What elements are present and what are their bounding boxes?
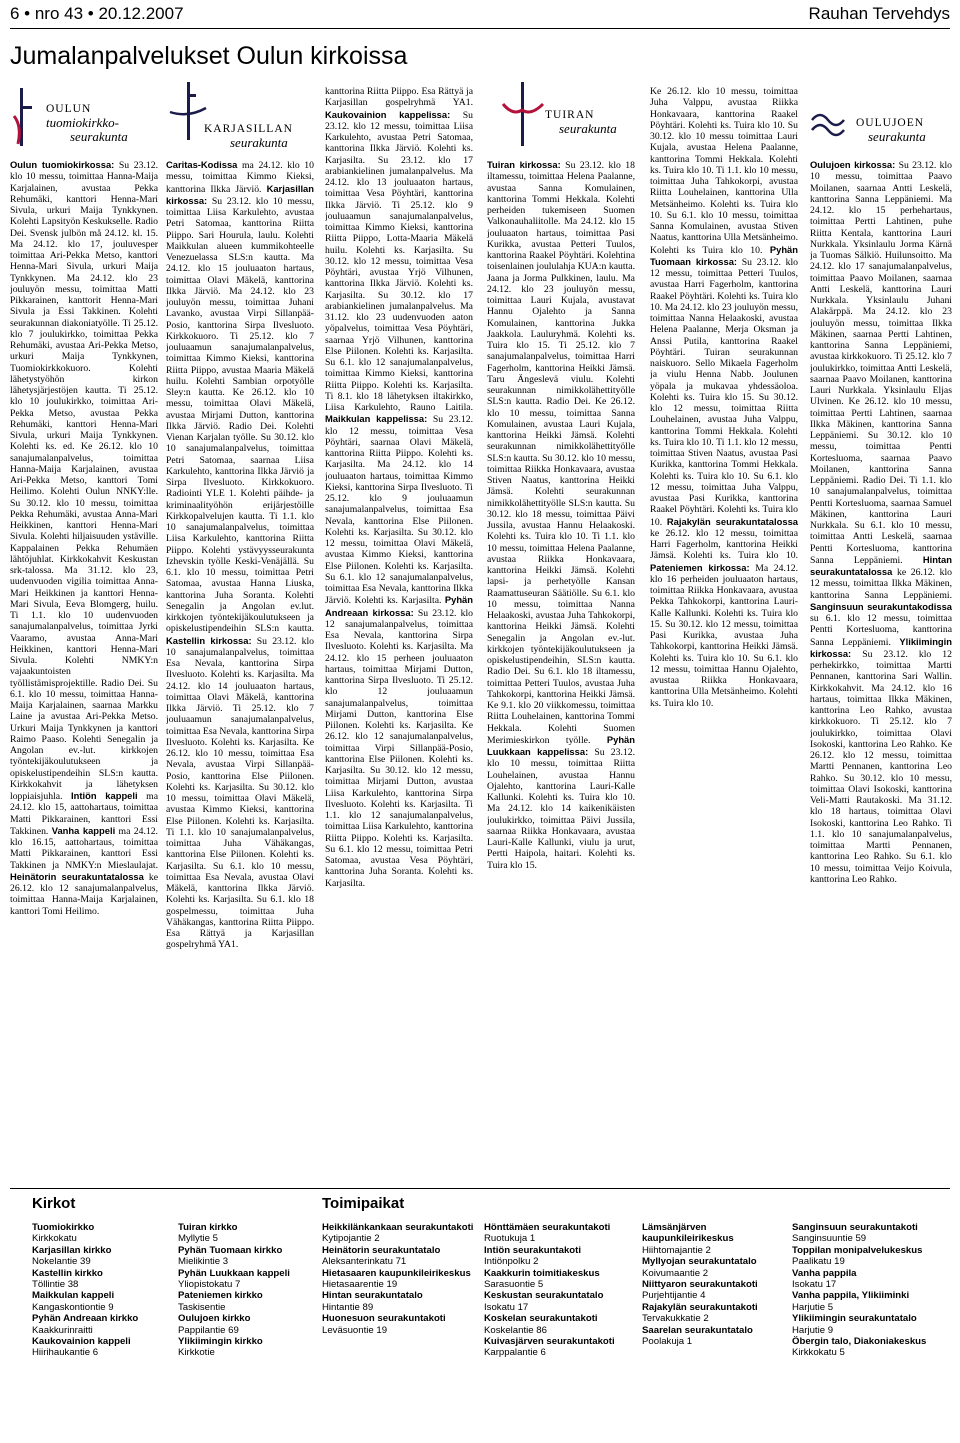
place-address: Kirkkokatu: [32, 1233, 77, 1245]
bird-cross-icon: [501, 82, 545, 148]
place-name: Saarelan seurakuntatalo: [642, 1324, 753, 1336]
place-address: Sanginsuuntie 59: [792, 1233, 867, 1245]
place-name: Pyhän Tuomaan kirkko: [178, 1244, 283, 1256]
place-address: Harjutie 9: [792, 1324, 834, 1336]
place-address: Nokelantie 39: [32, 1256, 91, 1268]
place-name: Huonesuon seurakuntakoti: [322, 1313, 446, 1325]
address-entry: [484, 1290, 634, 1313]
address-entry: [178, 1222, 328, 1245]
address-entry: [792, 1268, 952, 1291]
column-oulujoen-text: Oulujoen kirkossa: Su 23.12. klo 10 messu, toimittaa Paavo Moilanen, saarnaa Antti Leskelä, kanttorina Sanna Leppäniemi. Ma 24.12. klo 15 perhehartaus, toimittaa Pertti Lahtinen, puhe Riitta Kentala, kanttorina Lauri Nurkkala. Yksinlaulu Jorma Kärnä ja Tuomas Sälkiö. Huilunsoitto. Ma 24.12. klo 17 sanajumalanpalvelus, toimittaa Paavo Moilanen, saarnaa Antti Leskelä, kanttorina Lauri Nurkkala. Yksinlaulu Juhani Alakärppä. Ma 24.12. klo 23 jouluyön messu, toimittaa Ilkka Mäkinen, saarnaa Pertti Lahtinen, kanttorina Sanna Leppäniemi, avustaa kirkkokuoro. Ti 25.12. klo 7 joulukirkko, toimittaa Antti Leskelä, saarnaa Paavo Moilanen, kanttorina Lauri Nurkkala. Yksinlaulu Eljas Ulvinen. Ke 26.12. klo 10 messu, toimittaa Pertti Lahtinen, saarnaa Ilkka Mäkinen, kanttorina Sanna Leppäniemi. Su 30.12. klo 10 messu, toimittaa Pentti Kortesluoma, saarnaa Paavo Moilanen, kanttorina Sanna Leppäniemi. Radio Dei. Ti 1.1. klo 10 sanajumalanpalvelus, toimittaa Pentti Kortesluoma, saarnaa Samuel Mäkinen, kanttorina Lauri Nurkkala. Su 6.1. klo 10 messu, toimittaa Antti Leskelä, saarnaa Pentti Kortesluoma, kanttorina Sanna Leppäniemi. Hintan seurakuntatalossa ke 26.12. klo 12 messu, toimittaa Ilkka Mäkinen, kanttorina Sanna Leppäniemi. Sanginsuun seurakuntakodissa su 6.1. klo 12 messu, toimittaa Pentti Kortesluoma, kanttorina Sanna Leppäniemi. Ylikiimingin kirkossa: Su 23.12. klo 12 perhekirkko, toimittaa Martti Pennanen, kanttorina Sari Wallin. Kirkkokahvit. Ma 24.12. klo 16 hartaus, toimittaa Ilkka Mäkinen, kanttorina Leo Rahko, avustaa kirkkokuoro. Ti 25.12. klo 7 joulukirkko, toimittaa Olavi Isokoski, kanttorina Leo Rahko. Ke 26.12. klo 12 messu, toimittaa Martti Pennanen, kanttorina Leo Rahko. Su 30.12. klo 10 messu, toimittaa Olavi Isokoski, kanttorina Veli-Matti Rautakoski. Ma 31.12. klo 18 hartaus, toimittaa Olavi Isokoski, kanttorina Leo Rahko. Ti 1.1. klo 10 sanajumalanpalvelus, toimittaa Martti Pennanen, kanttorina Leo Rahko. Su 6.1. klo 10 messu, toimittaa Veijo Koivula, kanttorina Leo Rahko.: [810, 159, 952, 885]
place-name: Öbergin talo, Diakoniakeskus: [792, 1336, 927, 1348]
place-address: Kirkkotie: [178, 1347, 215, 1359]
place-name: Tuomiokirkko: [32, 1222, 95, 1233]
column-karjasilta-cont-text: kanttorina Riitta Piippo. Esa Rättyä ja Karjasillan gospelryhmä YA1. Kaukovainion kappelissa: Su 23.12. klo 12 messu, toimittaa Liisa Karkulehto, avustaa Petri Satomaa, kanttorina Ilkka Järviö. Kolehti ks. Karjasilta. Su 23.12. klo 17 arabiankielinen jumalanpalvelus. Ma 24.12. klo 13 jouluaaton hartaus, toimittaa Vesa Pöyhtäri, kanttorina Ilkka Järviö. Ti 25.12. klo 9 jouluaamun sanajumalanpalvelus, toimittaa Kimmo Kieksi, kanttorina Riitta Piippo, Lotta-Maaria Mäkelä huilu. Kolehti ks. Karjasilta. Su 30.12. klo 12 messu, toimittaa Vesa Pöyhtäri, avustaa Yrjö Vilhunen, kanttorina Ilkka Järviö. Kolehti ks. Karjasilta. Su 30.12. klo 17 arabiankielinen jumalanpalvelus. Ma 31.12. klo 23 uudenvuoden aaton yöpalvelus, toimittaa Vesa Pöyhtäri, saarnaa Yrjö Vilhunen, kanttorina Else Piilonen. Kolehti ks. Karjasilta. Su 6.1. klo 12 sanajumalanpalvelus, toimittaa Kimmo Kieksi, kanttorina Riitta Piippo. Kolehti ks. Karjasilta. Ti 8.1. klo 18 lähetyksen iltakirkko, Liisa Karkulehto, Rauno Laitila. Maikkulan kappelissa: Su 23.12. klo 12 messu, toimittaa Vesa Pöyhtäri, saarnaa Olavi Mäkelä, kanttorina Riitta Piippo. Kolehti ks. Karjasilta. Ma 24.12. klo 14 jouluaaton hartaus, toimittaa Kimmo Kieksi, kanttorina Sirpa Ilvesluoto. Ti 25.12. klo 9 jouluaamun sanajumalanpalvelus, toimittaa Esa Nevala, kanttorina Else Piilonen. Kolehti ks. Karjasilta. Su 30.12. klo 12 messu, toimittaa Olavi Mäkelä, avustaa Kimmo Kieksi, kanttorina Else Piilonen. Kolehti ks. Karjasilta. Su 6.1. klo 12 sanajumalanpalvelus, toimittaa Esa Nevala, kanttorina Ilkka Järviö. Kolehti ks. Karjasilta. Pyhän Andreaan kirkossa: Su 23.12. klo 12 sanajumalanpalvelus, toimittaa Esa Nevala, kanttorina Sirpa Ilvesluoto. Kolehti ks. Karjasilta. Ma 24.12. klo 15 perheen jouluaaton hartaus, toimittaa Mirjami Dutton, kanttorina Sirpa Ilvesluoto. Ti 25.12. klo 12 jouluaamun sanajumalanpalvelus, toimittaa Mirjami Dutton, kanttorina Else Piilonen. Kolehti ks. Karjasilta. Ke 26.12. klo 12 sanajumalanpalvelus, toimittaa Virpi Sillanpää-Posio, kanttorina Else Piilonen. Kolehti ks. Karjasilta. Su 30.12. klo 12 messu, toimittaa Mirjami Dutton, avustaa Liisa Karkulehto, kanttorina Sirpa Ilvesluoto. Kolehti ks. Karjasilta. Ti 1.1. klo 12 sanajumalanpalvelus, toimittaa Liisa Karkulehto, kanttorina Riitta Piippo. Kolehti ks. Karjasilta. Su 6.1. klo 12 messu, toimittaa Petri Satomaa, avustaa Vesa Pöyhtäri, kanttorina Juha Soranta. Kolehti ks. Karjasilta.: [325, 86, 473, 889]
place-name: Pateniemen kirkko: [178, 1290, 263, 1302]
place-name: Keskustan seurakuntatalo: [484, 1290, 604, 1302]
place-address: Paalikatu 19: [792, 1256, 845, 1268]
place-address: Isokatu 17: [484, 1301, 529, 1313]
place-address: Koivumaantie 2: [642, 1267, 709, 1279]
address-entry: [322, 1268, 482, 1291]
column-karjasillan: [166, 64, 314, 1184]
place-address: Hiirihaukantie 6: [32, 1347, 99, 1359]
place-name: Hönttämäen seurakuntakoti: [484, 1222, 611, 1233]
bottom-rule: [10, 1188, 950, 1189]
cross-icon: [12, 86, 38, 148]
oulujoen-logo-text: OULUJOEN seurakunta: [856, 117, 926, 144]
address-entry: [484, 1313, 634, 1336]
place-name: Myllyojan seurakuntatalo: [642, 1256, 757, 1268]
address-entry: [32, 1245, 182, 1268]
address-entry: [322, 1222, 482, 1245]
address-column-1: [32, 1222, 182, 1359]
place-address: Aleksanterinkatu 71: [322, 1256, 407, 1268]
place-name: Niittyaron seurakuntakoti: [642, 1279, 758, 1291]
address-entry: [642, 1222, 792, 1256]
column-tuiran-cont-text: Ke 26.12. klo 10 messu, toimittaa Juha Valppu, avustaa Riikka Honkavaara, kanttorina Raakel Pöyhtäri. Kolehti ks. Tuira klo 10. Su 30.12. klo 10 messu toimittaa Lauri Kujala, avustaa Helena Paalanne, kanttorina Tommi Hekkala. Kolehti ks. Tuira klo 10. Ti 1.1. klo 10 messu, toimittaa Juha Tahkokorpi, avustaa Riitta Louhelainen, kanttorina Ulla Metsänheimo. Kolehti ks. Tuira klo 10. Su 6.1. klo 10 messu, toimittaa Sanna Komulainen, avustaa Stiven Naatus, kanttorina Ulla Metsänheimo. Kolehti ks Tuira klo 10. Pyhän Tuomaan kirkossa: Su 23.12. klo 12 messu, toimittaa Petteri Tuulos, avustaa Harri Fagerholm, kanttorina Raakel Pöyhtäri. Kolehti ks. Tuira klo 10. Ma 24.12. klo 23 jouluyön messu, toimittaa Nanna Helaakoski, avustaa Helena Paalanne, Merja Oksman ja Anssi Putila, kanttorina Raakel Pöyhtäri. Tuiran seurakunnan naiskuoro. Sello Mikaela Fagerholm ja viulu Henna Nabb. Joulunen yöpala ja mukavaa yhdessäoloa. Kolehti ks. Tuira klo 15. Su 30.12. klo 12 messu, toimittaa Riitta Louhelainen, avustaa Juha Valppu, kanttorina Tommi Hekkala. Kolehti ks. Tuira klo 10. Ti 1.1. klo 12 messu, toimittaa Stiven Naatus, avustaa Pasi Kurikka, kanttorina Tommi Hekkala. Kolehti ks. Tuira klo 10. Su 6.1. klo 12 messu, toimittaa Juha Valppu, avustaa Pasi Kurikka, kanttorina Raakel Pöyhtäri. Kolehti ks. Tuira klo 10. Rajakylän seurakuntatalossa ke 26.12. klo 12 messu, toimittaa Harri Fagerholm, kanttorina Heikki Jämsä. Kolehti ks. Tuira klo 10. Pateniemen kirkossa: Ma 24.12. klo 16 perheiden jouluaaton hartaus, toimittaa Riikka Honkavaara, avustaa Pekka Tahkokorpi, kanttorina Lauri-Kalle Kallunki. Kolehti ks. Tuira klo 15. Su 30.12. klo 12 messu, toimittaa Pasi Kurikka, avustaa Juha Tahkokorpi, kanttorina Heikki Jämsä. Kolehti ks. Tuira klo 10. Su 6.1. klo 12 messu, toimittaa Hannu Ojalehto, avustaa Riikka Honkavaara, kanttorina Ulla Metsänheimo. Kolehti ks. Tuira klo 10.: [650, 86, 798, 709]
column-karjasilta-cont: [325, 86, 473, 1206]
place-name: Karjasillan kirkko: [32, 1244, 112, 1256]
address-entry: [32, 1313, 182, 1336]
place-name: Ylikiimingin seurakuntatalo: [792, 1313, 917, 1325]
address-entry: [792, 1290, 952, 1313]
address-entry: [792, 1245, 952, 1268]
column-oulujoen: [810, 64, 952, 1184]
place-name: Toppilan monipalvelukeskus: [792, 1244, 923, 1256]
address-entry: [484, 1245, 634, 1268]
address-entry: [322, 1313, 482, 1336]
place-address: Hintantie 89: [322, 1301, 374, 1313]
place-name: Intiön seurakuntakoti: [484, 1244, 582, 1256]
place-address: Taskisentie: [178, 1301, 226, 1313]
place-address: Purjehtijantie 4: [642, 1290, 706, 1302]
column-tuiran-cont: [650, 86, 798, 1206]
place-name: Ylikiimingin kirkko: [178, 1336, 263, 1348]
place-address: Hiihtomajantie 2: [642, 1244, 711, 1256]
place-address: Ruotukuja 1: [484, 1233, 536, 1245]
place-address: Kangaskontiontie 9: [32, 1301, 114, 1313]
place-name: Lämsänjärven kaupunkileirikeskus: [642, 1222, 734, 1245]
place-address: Isokatu 17: [792, 1279, 837, 1291]
place-address: Poolakuja 1: [642, 1336, 693, 1348]
address-entry: [322, 1245, 482, 1268]
address-entry: [642, 1279, 792, 1302]
place-address: Kirkkokatu 5: [792, 1347, 845, 1359]
address-entry: [484, 1268, 634, 1291]
place-name: Heikkilänkankaan seurakuntakoti: [322, 1222, 474, 1233]
address-column-6: [792, 1222, 952, 1359]
place-address: Mielikintie 3: [178, 1256, 229, 1268]
place-address: Sarasuontie 5: [484, 1279, 544, 1291]
place-name: Vanha pappila: [792, 1267, 857, 1279]
oulujoen-logo: [810, 64, 952, 159]
place-address: Harjutie 5: [792, 1301, 834, 1313]
column-tuiran-text: Tuiran kirkossa: Su 23.12. klo 18 iltamessu, toimittaa Helena Paalanne, avustaa Sanna Komulainen, kanttorina Tommi Hekkala. Kolehti perheiden tukemiseen Suomen Valkonauhaliitolle. Ma 24.12. klo 15 jouluaaton hartaus, toimittaa Pasi Kurikka, avustaa Petteri Tuulos, kanttorina Raakel Pöyhtäri. Kolehtina toisenlainen joululahja KUA:n kautta. Jaana ja Jorma Pulkkinen, laulu. Ma 24.12. klo 23 jouluyön messu, toimittaa Lauri Kujala, avustavat Hannu Ojalehto ja Sanna Komulainen, kanttorina Jukka Jaakkola. Lauluryhmä. Kolehti ks. Tuira klo 15. Ti 25.12. klo 7 sanajumalanpalvelus, toimittaa Harri Fagerholm, kanttorina Heikki Jämsä. Taru Ängeslevä viulu. Kolehti seurakunnan nimikkolähettityölle SLS:n kautta. Radio Dei. Ke 26.12. klo 10 messu, toimittaa Sanna Komulainen, avustaa Lauri Kujala, kanttorina Heikki Jämsä. Kolehti seurakunnan nimikkolähettityölle SLS:n kautta. Su 30.12. klo 10 messu, toimittaa Riikka Honkavaara, avustaa Stiven Naatus, kanttorina Heikki Jämsä. Kolehti seurakunnan nimikkolähettityölle SLS:n kautta. Su 30.12. klo 18 messu, toimittaa Päivi Jussila, avustaa Hannu Helaakoski. Kolehti ks. Tuira klo 10. Ti 1.1. klo 10 messu, toimittaa Helena Paalanne, avustaa Riikka Honkavaara, kanttorina Heikki Jämsä. Kolehti lapsi- ja perhetyölle Kansan Raamattuseuran Säätiölle. Su 6.1. klo 10 messu, toimittaa Nanna Helaakoski, avustaa Juha Tahkokorpi, kanttorina Heikki Jämsä. Kolehti Senegalin ja Angolan ev.-lut. kirkkojen työntekijäkoulutukseen ja opiskelustipendeihin, SLS:n kautta. Radio Dei. Su 6.1. klo 18 iltamessu, toimittaa Petteri Tuulos, avustaa Juha Tahkokorpi, kanttorina Heikki Jämsä. Ke 9.1. klo 20 viikkomessu, toimittaa Riitta Louhelainen, kanttorina Tommi Hekkala. Kolehti Suomen Merimieskirkon työlle. Pyhän Luukkaan kappelissa: Su 23.12. klo 10 messu, toimittaa Riitta Louhelainen, avustaa Hannu Ojalehto, kanttorina Lauri-Kalle Kallunki. Kolehti ks. Tuira klo 10. Ma 24.12. klo 14 kaikenikäisten joulukirkko, toimittaa Päivi Jussila, saarnaa Riikka Honkavaara, avustaa Lauri-Kalle Kallunki, viulu ja urut, Pertti Haipola, haitari. Kolehti ks. Tuira klo 15.: [487, 159, 635, 871]
place-address: Töllintie 38: [32, 1279, 79, 1291]
address-entry: [484, 1222, 634, 1245]
publication-name: Rauhan Tervehdys: [808, 4, 950, 23]
karjasillan-logo: [166, 64, 314, 159]
address-column-5: [642, 1222, 792, 1347]
address-entry: [32, 1336, 182, 1359]
address-entry: [642, 1256, 792, 1279]
place-name: Koskelan seurakuntakoti: [484, 1313, 598, 1325]
place-name: Kuivasjärven seurakuntakoti: [484, 1336, 615, 1348]
place-address: Leväsuontie 19: [322, 1324, 388, 1336]
column-oulun: [10, 64, 158, 1184]
header-rule: [10, 28, 950, 29]
address-section: [10, 1190, 950, 1435]
place-name: Rajakylän seurakuntakoti: [642, 1301, 758, 1313]
place-name: Hintan seurakuntatalo: [322, 1290, 423, 1302]
place-name: Heinätorin seurakuntatalo: [322, 1244, 441, 1256]
place-address: Karppalantie 6: [484, 1347, 546, 1359]
place-address: Myllytie 5: [178, 1233, 218, 1245]
address-entry: [178, 1313, 328, 1336]
oulun-logo-text: OULUN tuomiokirkko- seurakunta: [46, 103, 128, 144]
place-address: Kaakkurinraitti: [32, 1324, 93, 1336]
page-header: [10, 4, 950, 26]
address-entry: [32, 1268, 182, 1291]
address-column-3: [322, 1222, 482, 1336]
address-entry: [32, 1222, 182, 1245]
place-name: Tuiran kirkko: [178, 1222, 238, 1233]
wave-cross-icon: [810, 108, 850, 142]
place-address: Tervakukkatie 2: [642, 1313, 709, 1325]
column-oulun-text: Oulun tuomiokirkossa: Su 23.12. klo 10 messu, toimittaa Hanna-Maija Karjalainen, avustaa Pekka Rehumäki, kanttori Henna-Mari Sivula, urkuri Maija Tynkkynen. Kolehti Lapsityön Keskukselle. Radio Dei. Svensk julbön må 24.12. kl. 15. Ma 24.12. klo 17, jouluvesper toimittaa Ari-Pekka Metso, kanttori Henna-Mari Sivula, urkuri Maija Tynkkynen. Ma 24.12. klo 23 jouluyön messu, toimittaa Matti Pikkarainen, kanttorit Henna-Mari Sivula ja Essi Takkinen. Kolehti seurakunnan diakoniatyölle. Ti 25.12. klo 7 joulukirkko, toimittaa Pekka Rehumäki, avustaa Ari-Pekka Metso, urkuri Maija Tynkkynen, Tuomiokirkkokuoro. Kolehti lähetystyöhön kirkon lähetysjärjestöjen kautta. Ti 25.12. klo 10 joulukirkko, toimittaa Ari-Pekka Metso, avustaa Pekka Rehumäki, kanttori Henna-Mari Sivula, urkuri Maija Tynkkynen. Kolehti ks. ed. Ke 26.12. klo 10 sanajumalanpalvelus, toimittaa Hanna-Maija Karjalainen, avustaa Ari-Pekka Metso, kanttori Tomi Heilimo. Kolehti Oulun NNKY:lle. Su 30.12. klo 10 messu, toimittaa Pekka Rehumäki, avustaa Anna-Mari Heikkinen, kanttori Henna-Mari Sivula. Kolehti hiljaisuuden ystäville. Kappalainen Pekka Rehumäen lähtöjuhlat. Kirkkokahvit Keskustan srk-talossa. Ma 31.12. klo 23, uudenvuoden vigilia toimittaa Anna-Mari Heikkinen ja kanttori Henna-Mari Sivula, Eeva Blomgerg, huilu. Ti 1.1. klo 10 uudenvuoden sanajumalanpalvelus, toimittaa Jyrki Vaaramo, avustaa Anna-Mari Heikkinen, kanttori Henna-Mari Sivula. Kolehti NMKY:n vajaakuntoisten työllistämisprojektille. Radio Dei. Su 6.1. klo 10 messu, toimittaa Hanna-Maija Karjalainen, saarnaa Markku Laine ja avustaa Ari-Pekka Metso. Urkuri Maija Tynkkynen ja kanttori Raimo Paaso. Kolehti Senegalin ja Angolan ev.-lut. kirkkojen työntekijäkoulutukseen ja opiskelustipendeihin SLS:n kautta. Kirkkokahvit ja lähetyksen loppiaisjuhla. Intiön kappeli ma 24.12. klo 15, aattohartaus, toimittaa Matti Pikkarainen, kanttori Essi Takkinen. Vanha kappeli ma 24.12. klo 16.15, aattohartaus, toimittaa Matti Pikkarainen, kanttori Essi Takkinen ja NMKY:n Mieslaulajat. Heinätorin seurakuntatalossa ke 26.12. klo 12 sanajumalanpalvelus, toimittaa Hanna-Maija Karjalainen, kanttori Tomi Heilimo.: [10, 159, 158, 917]
issue-info: 6 • nro 43 • 20.12.2007: [10, 4, 184, 23]
toimipaikat-heading: Toimipaikat: [322, 1195, 405, 1212]
oulun-logo: [10, 64, 158, 159]
address-entry: [178, 1268, 328, 1291]
address-entry: [642, 1325, 792, 1348]
address-entry: [178, 1290, 328, 1313]
kirkot-heading: Kirkot: [32, 1195, 76, 1212]
address-entry: [792, 1313, 952, 1336]
place-name: Pyhän Luukkaan kappeli: [178, 1267, 290, 1279]
place-name: Maikkulan kappeli: [32, 1290, 115, 1302]
place-address: Hietasaarentie 19: [322, 1279, 398, 1291]
place-name: Hietasaaren kaupunkileirikeskus: [322, 1267, 471, 1279]
place-address: Koskelantie 86: [484, 1324, 547, 1336]
address-column-2: [178, 1222, 328, 1359]
address-column-4: [484, 1222, 634, 1359]
address-entry: [32, 1290, 182, 1313]
karjasillan-logo-text: KARJASILLAN seurakunta: [204, 123, 293, 150]
column-tuiran: [487, 64, 635, 1184]
address-entry: [178, 1336, 328, 1359]
address-entry: [792, 1222, 952, 1245]
address-entry: [484, 1336, 634, 1359]
place-name: Kaukovainion kappeli: [32, 1336, 131, 1348]
place-address: Intiönpolku 2: [484, 1256, 539, 1268]
place-name: Pyhän Andreaan kirkko: [32, 1313, 139, 1325]
column-karjasillan-text: Caritas-Kodissa ma 24.12. klo 10 messu, toimittaa Kimmo Kieksi, kanttorina Ilkka Järviö. Karjasillan kirkossa: Su 23.12. klo 10 messu, toimittaa Liisa Karkulehto, avustaa Petri Satomaa, kanttorina Riitta Piippo. Sari Hourula, laulu. Kolehti Maikkulan alueen kummikohteelle Venezuelassa SLS:n kautta. Ma 24.12. klo 15 jouluaaton hartaus, toimittaa Olavi Mäkelä, kanttorina Ilkka Järviö. Ma 24.12. klo 23 jouluyön messu, toimittaa Juhani Lavanko, avustaa Virpi Sillanpää-Posio, kanttorina Sirpa Ilvesluoto. Kirkkokuoro. Ti 25.12. klo 7 jouluaamun sanajumalanpalvelus, toimittaa Kimmo Kieksi, kanttorina Riitta Piippo, avustaa Maaria Mäkelä huilu. Kolehti Sambian orpotyölle Sley:n kautta. Ke 26.12. klo 10 messu, toimittaa Olavi Mäkelä, avustaa Mirjami Dutton, kanttorina Ilkka Järviö. Radio Dei. Kolehti Vienan Karjalan työlle. Su 30.12. klo 10 sanajumalanpalvelus, toimittaa Petri Satomaa, saarnaa Liisa Karkulehto, kanttorina Ilkka Järviö ja Sirpa Ilvesluoto. Kirkkokuoro. Radiointi YLE 1. Kolehti päihde- ja kriminaalityöhön erijärjestöille Kirkkopalvelujen kautta. Ti 1.1. klo 10 sanajumalanpalvelus, toimittaa Liisa Karkulehto, kanttorina Riitta Piippo. Kolehti ystävyysseurakunta Izhevskin työlle Keski-Venäjällä. Su 6.1. klo 10 messu, toimittaa Petri Satomaa, avustaa Hanna Liuska, kanttorina Juha Soranta. Kolehti Senegalin ja Angolan ev.lut. kirkkojen työntekijäkoulutukseen ja opiskelustipendeihin SLS:n kautta. Kastellin kirkossa: Su 23.12. klo 10 sanajumalanpalvelus, toimittaa Esa Nevala, kanttorina Sirpa Ilvesluoto. Kolehti ks. Karjasilta. Ma 24.12. klo 14 jouluaaton hartaus, toimittaa Olavi Mäkelä, kanttorina Ilkka Järviö. Ti 25.12. klo 7 jouluaamun sanajumalanpalvelus, toimittaa Esa Nevala, kanttorina Sirpa Ilvesluoto. Kolehti ks. Karjasilta. Ke 26.12. klo 10 messu, toimittaa Esa Nevala, avustaa Virpi Sillanpää-Posio, kanttorina Else Piilonen. Kolehti ks. Karjasilta. Su 30.12. klo 10 messu, toimittaa Olavi Mäkelä, avustaa Kimmo Kieksi, kanttorina Else Piilonen. Kolehti ks. Karjasilta. Ti 1.1. klo 10 sanajumalanpalvelus, toimittaa Juha Vähäkangas, kanttorina Else Piilonen. Kolehti ks. Karjasilta. Su 6.1. klo 10 messu, toimittaa Esa Nevala, avustaa Olavi Mäkelä, kanttorina Ilkka Järviö. Kolehti ks. Karjasilta. Su 6.1. klo 18 gospelmessu, toimittaa Juha Vähäkangas, kanttorina Riitta Piippo. Esa Rättyä ja Karjasillan gospelryhmä YA1.: [166, 159, 314, 951]
address-entry: [322, 1290, 482, 1313]
place-name: Vanha pappila, Ylikiiminki: [792, 1290, 910, 1302]
place-address: Pappilantie 69: [178, 1324, 239, 1336]
tuiran-logo-text: TUIRAN seurakunta: [545, 109, 617, 136]
place-name: Oulujoen kirkko: [178, 1313, 251, 1325]
place-name: Kastellin kirkko: [32, 1267, 103, 1279]
place-address: Kytipojantie 2: [322, 1233, 380, 1245]
address-entry: [178, 1245, 328, 1268]
place-address: Yliopistokatu 7: [178, 1279, 241, 1291]
address-entry: [792, 1336, 952, 1359]
tuiran-logo: [487, 64, 635, 159]
place-name: Sanginsuun seurakuntakoti: [792, 1222, 918, 1233]
place-name: Kaakkurin toimitiakeskus: [484, 1267, 600, 1279]
address-entry: [642, 1302, 792, 1325]
page-title: Jumalanpalvelukset Oulun kirkoissa: [10, 42, 408, 70]
